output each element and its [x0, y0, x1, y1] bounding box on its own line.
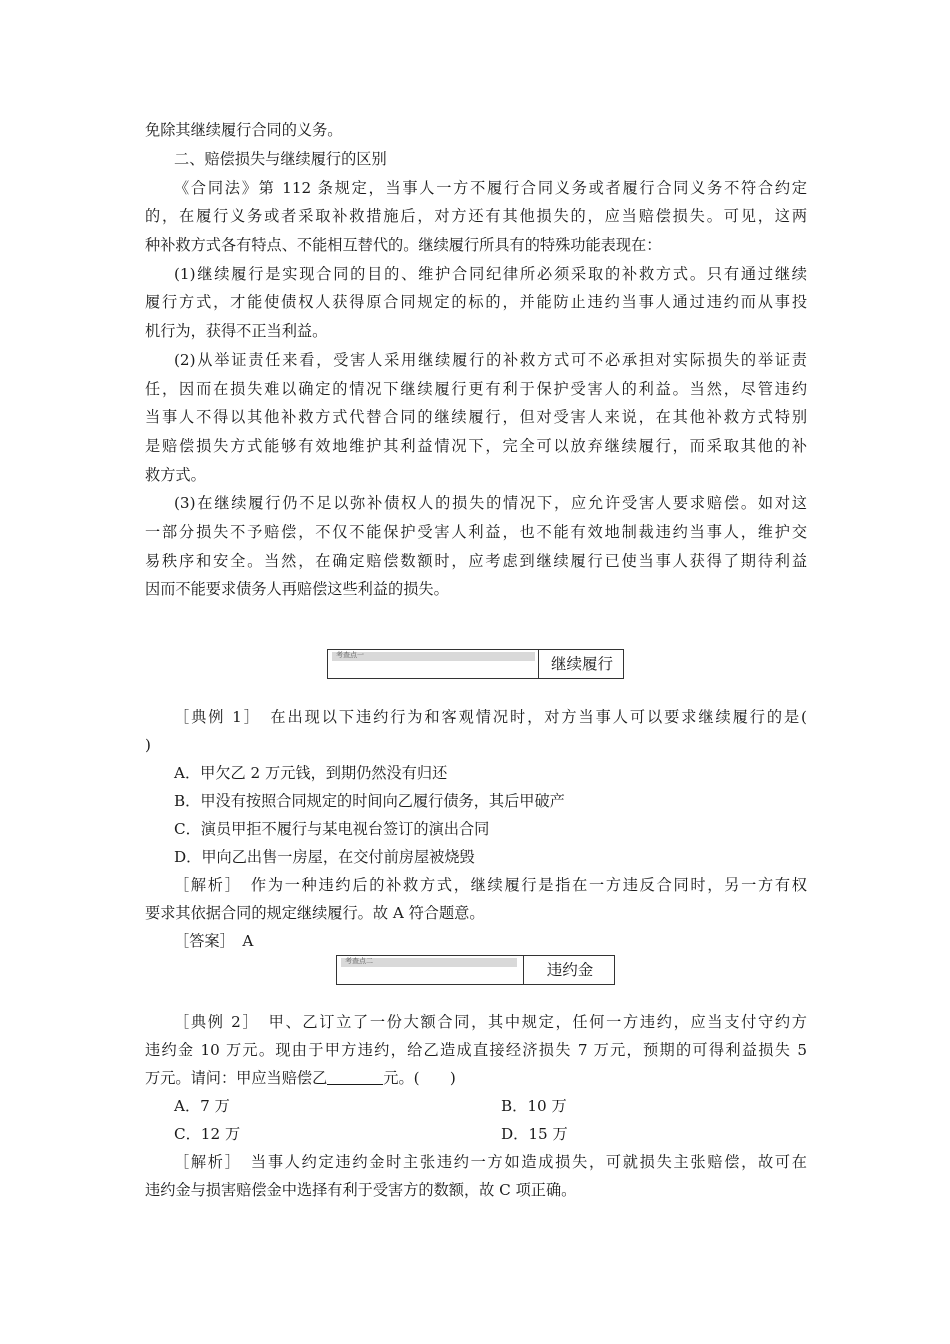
- section-heading: 二、赔偿损失与继续履行的区别: [174, 150, 387, 168]
- question-text: 元。( ): [383, 1069, 456, 1087]
- text-line: 因而不能要求债务人再赔偿这些利益的损失。: [145, 580, 449, 598]
- example-1-option-a: A．甲欠乙 2 万元钱，到期仍然没有归还: [174, 764, 448, 782]
- text-line: (3)在继续履行仍不足以弥补债权人的损失的情况下，应允许受害人要求赔偿。如对这: [174, 494, 807, 512]
- example-1-option-c: C．演员甲拒不履行与某电视台签订的演出合同: [174, 820, 490, 838]
- text-line: 是赔偿损失方式能够有效地维护其利益情况下，完全可以放弃继续履行，而采取其他的补: [145, 437, 807, 455]
- example-2-question: ［典例 2］ 甲、乙订立了一份大额合同，其中规定，任何一方违约，应当支付守约方: [174, 1013, 807, 1031]
- text-line: 《合同法》第 112 条规定，当事人一方不履行合同义务或者履行合同义务不符合约定: [174, 179, 807, 197]
- kaodian-title: 违约金: [546, 961, 594, 979]
- example-2-option-a: A．7 万: [174, 1097, 230, 1115]
- example-2-analysis-end: 违约金与损害赔偿金中选择有利于受害方的数额，故 C 项正确。: [145, 1181, 577, 1199]
- kaodian-tag: 考查点一: [336, 651, 364, 659]
- example-1-question-end: ): [145, 736, 151, 754]
- question-text: 万元。请问：甲应当赔偿乙: [145, 1069, 328, 1087]
- example-1-analysis-end: 要求其依据合同的规定继续履行。故 A 符合题意。: [145, 904, 485, 922]
- kaodian-tag: 考查点二: [345, 957, 373, 965]
- example-2-option-d: D．15 万: [501, 1125, 568, 1143]
- text-line: (2)从举证责任来看，受害人采用继续履行的补救方式可不必承担对实际损失的举证责: [174, 351, 807, 369]
- text-line: 机行为，获得不正当利益。: [145, 322, 328, 340]
- kaodian-box-2: [336, 955, 615, 985]
- kaodian-box-1: [327, 649, 624, 679]
- example-1-option-b: B．甲没有按照合同规定的时间向乙履行债务，其后甲破产: [174, 792, 565, 810]
- example-1-analysis: ［解析］ 作为一种违约后的补救方式，继续履行是指在一方违反合同时，另一方有权: [174, 876, 807, 894]
- kaodian-title: 继续履行: [550, 655, 613, 673]
- text-line: 免除其继续履行合同的义务。: [145, 121, 343, 139]
- example-1-option-d: D．甲向乙出售一房屋，在交付前房屋被烧毁: [174, 848, 475, 866]
- text-line: 一部分损失不予赔偿，不仅不能保护受害人利益，也不能有效地制裁违约当事人，维护交: [145, 523, 807, 541]
- text-line: 履行方式，才能使债权人获得原合同规定的标的，并能防止违约当事人通过违约而从事投: [145, 293, 807, 311]
- text-line: 当事人不得以其他补救方式代替合同的继续履行，但对受害人来说，在其他补救方式特别: [145, 408, 807, 426]
- example-1-question: ［典例 1］ 在出现以下违约行为和客观情况时，对方当事人可以要求继续履行的是(: [174, 708, 807, 726]
- text-line: 任，因而在损失难以确定的情况下继续履行更有利于保护受害人的利益。当然，尽管违约: [145, 380, 807, 398]
- text-line: 救方式。: [145, 466, 206, 484]
- example-2-analysis: ［解析］ 当事人约定违约金时主张违约一方如造成损失，可就损失主张赔偿，故可在: [174, 1153, 807, 1171]
- text-line: 易秩序和安全。当然，在确定赔偿数额时，应考虑到继续履行已使当事人获得了期待利益: [145, 552, 807, 570]
- example-1-answer: ［答案］ A: [174, 932, 254, 950]
- example-2-option-c: C．12 万: [174, 1125, 241, 1143]
- answer-blank: [327, 1068, 383, 1085]
- example-2-option-b: B．10 万: [501, 1097, 567, 1115]
- text-line: 的，在履行义务或者采取补救措施后，对方还有其他损失的，应当赔偿损失。可见，这两: [145, 207, 807, 225]
- text-line: (1)继续履行是实现合同的目的、维护合同纪律所必须采取的补救方式。只有通过继续: [174, 265, 807, 283]
- text-line: 种补救方式各有特点、不能相互替代的。继续履行所具有的特殊功能表现在：: [145, 236, 662, 254]
- example-2-question-end: [145, 1064, 456, 1092]
- example-2-question-line: 违约金 10 万元。现由于甲方违约，给乙造成直接经济损失 7 万元，预期的可得利益损失 5: [145, 1041, 807, 1059]
